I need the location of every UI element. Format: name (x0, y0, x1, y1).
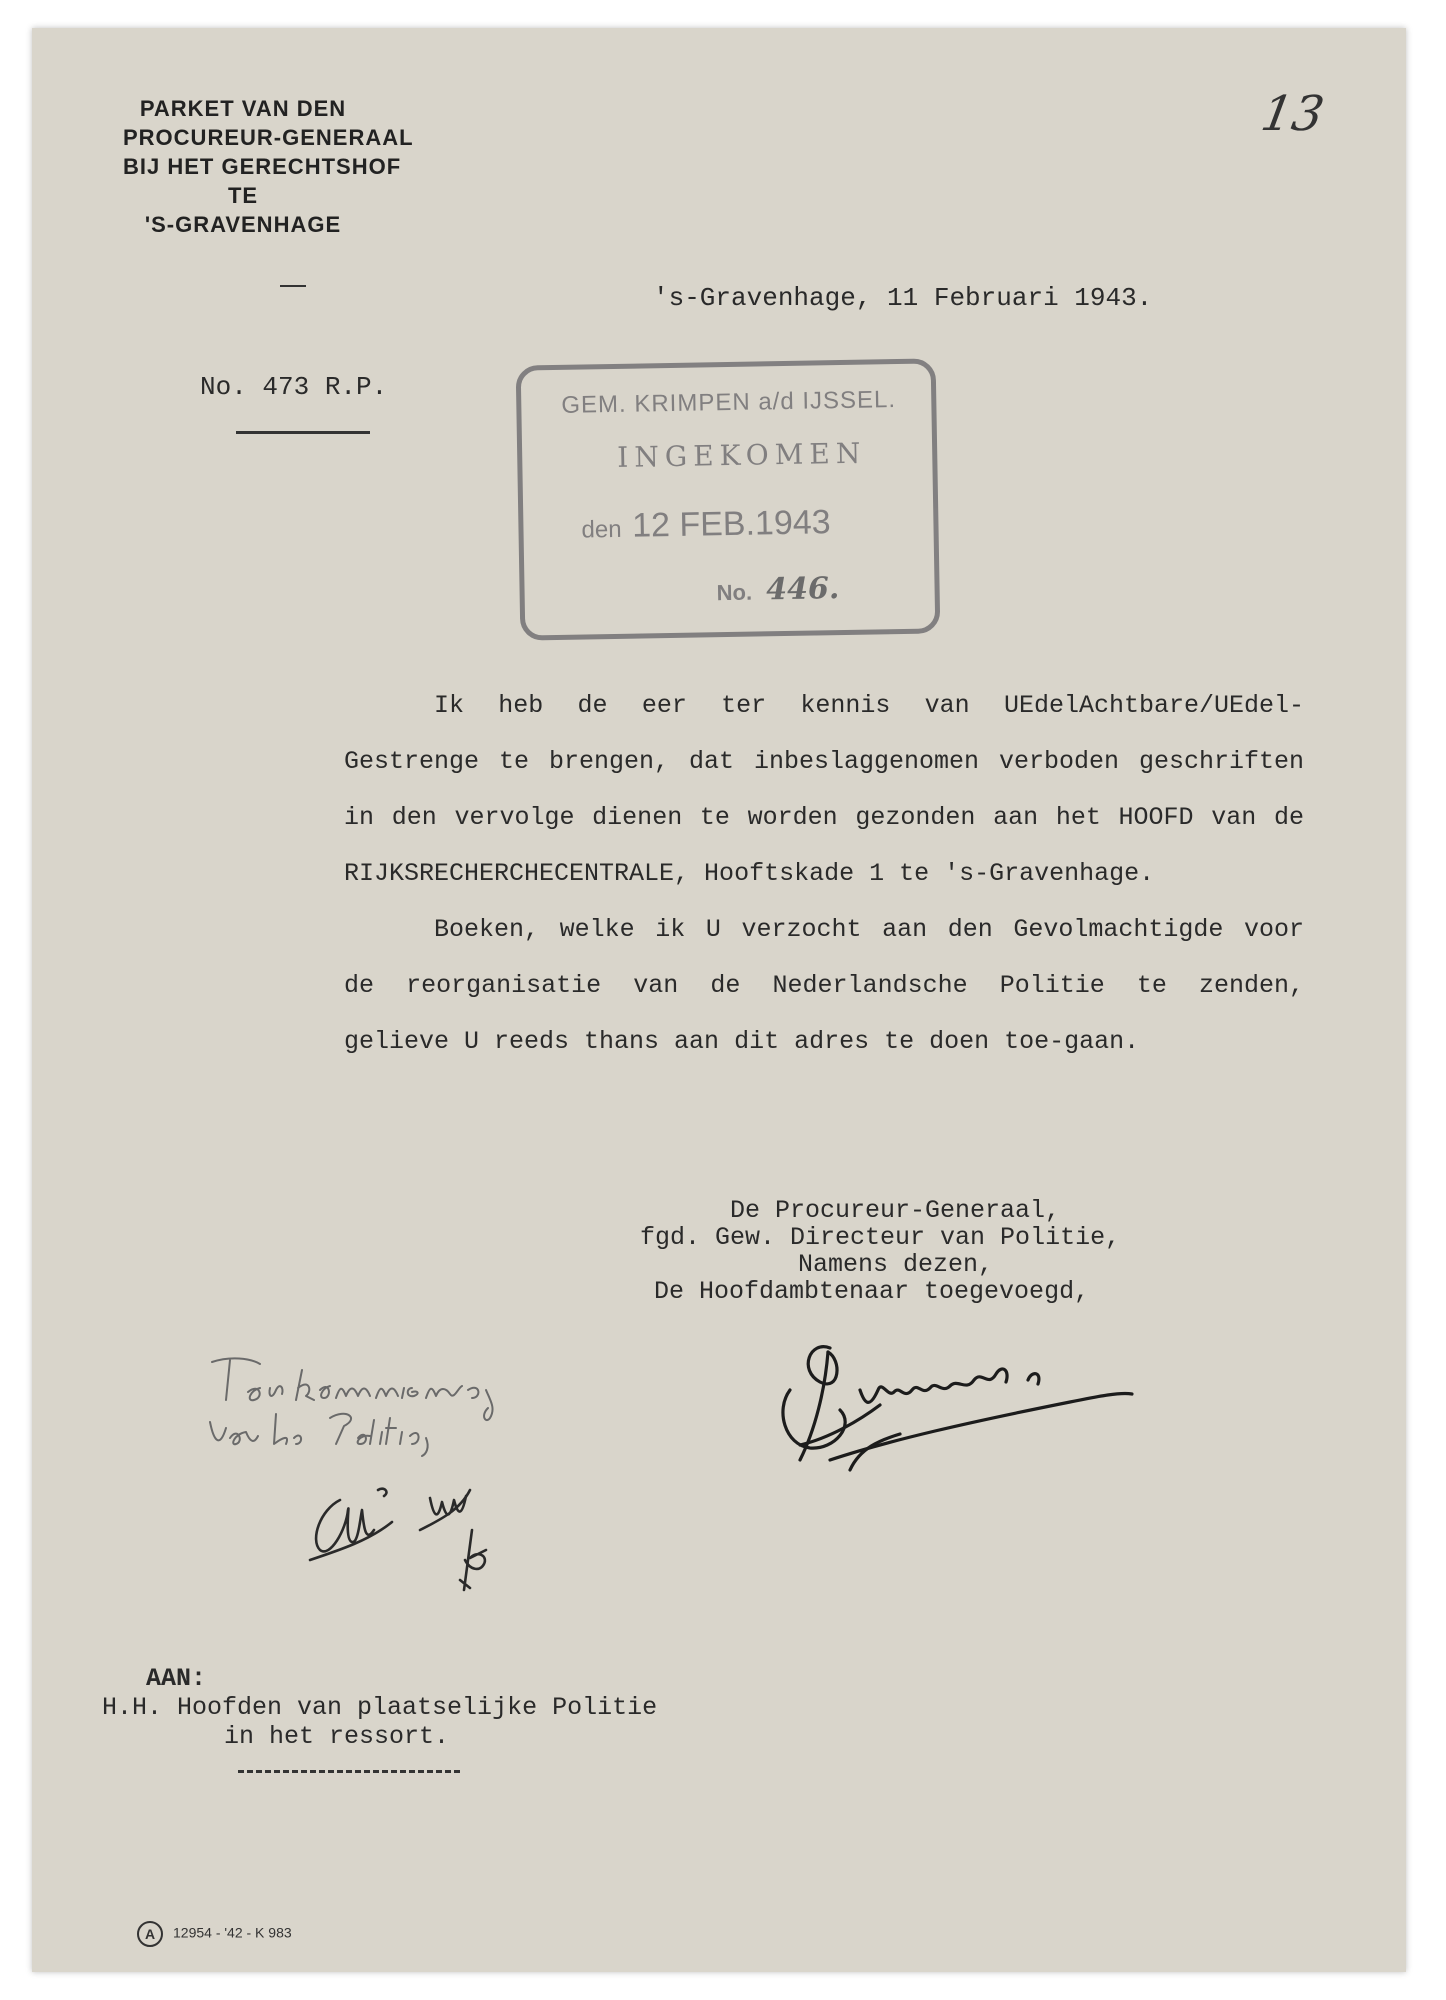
closing-line: fgd. Gew. Directeur van Politie, (640, 1223, 1121, 1252)
stamp-number (716, 571, 839, 608)
stamp-date-prefix: den (581, 515, 622, 544)
addressee-line: in het ressort. (224, 1722, 450, 1751)
handwritten-note-drawing (190, 1352, 610, 1462)
letterhead-line: TE (227, 183, 259, 208)
stamp-received: INGEKOMEN (616, 436, 867, 474)
stamp-date-value: 12 FEB.1943 (631, 503, 831, 545)
body-paragraph: Ik heb de eer ter kennis van UEdelAchtbare/UEdel-Gestrenge te brengen, dat inbeslaggenomen verboden geschriften in den vervolge dienen te worden gezonden aan het HOOFD van de RIJKSRECHERCHECENTRALE, Hooftskade 1 te 's-Gravenhage. (344, 691, 1304, 888)
letterhead-line: PROCUREUR-GENERAAL (123, 125, 414, 150)
handwritten-note (190, 1352, 610, 1462)
letterhead-line: 'S-GRAVENHAGE (144, 212, 342, 237)
closing-line: Namens dezen, (798, 1250, 994, 1279)
reference-number: No. 473 R.P. (200, 372, 388, 402)
addressee-label: AAN: (146, 1664, 207, 1693)
closing-line: De Procureur-Generaal, (730, 1196, 1061, 1225)
addressee-line: H.H. Hoofden van plaatselijke Politie (102, 1693, 658, 1722)
letterhead-line: BIJ HET GERECHTSHOF (123, 154, 402, 179)
body-paragraph: Boeken, welke ik U verzocht aan den Gevolmachtigde voor de reorganisatie van de Nederlandsche Politie te zenden, gelieve U reeds thans aan dit adres te doen toe-gaan. (344, 915, 1304, 1056)
addressee-underline (238, 1770, 460, 1773)
initials (300, 1470, 530, 1610)
stamp-date (581, 503, 831, 546)
received-stamp (516, 358, 941, 640)
closing-line: De Hoofdambtenaar toegevoegd, (654, 1277, 1090, 1306)
stamp-number-label: No. (716, 579, 753, 606)
page-mark: 13 (1257, 86, 1329, 142)
letterhead-line: PARKET VAN DEN (139, 96, 347, 121)
printer-code: 12954 - '42 - K 983 (173, 1924, 292, 1941)
signature (770, 1330, 1150, 1480)
letter-body (344, 678, 1304, 1070)
letterhead-divider (280, 285, 306, 287)
place-date: 's-Gravenhage, 11 Februari 1943. (653, 283, 1153, 313)
addressee-block (102, 1664, 657, 1751)
printer-logo: A (137, 1921, 163, 1947)
closing-block (640, 1197, 1120, 1305)
printer-mark (137, 1921, 292, 1947)
stamp-number-value: 446. (765, 571, 840, 608)
stamp-municipality: GEM. KRIMPEN a/d IJSSEL. (561, 386, 897, 419)
letterhead (123, 94, 414, 239)
reference-underline (236, 431, 370, 434)
